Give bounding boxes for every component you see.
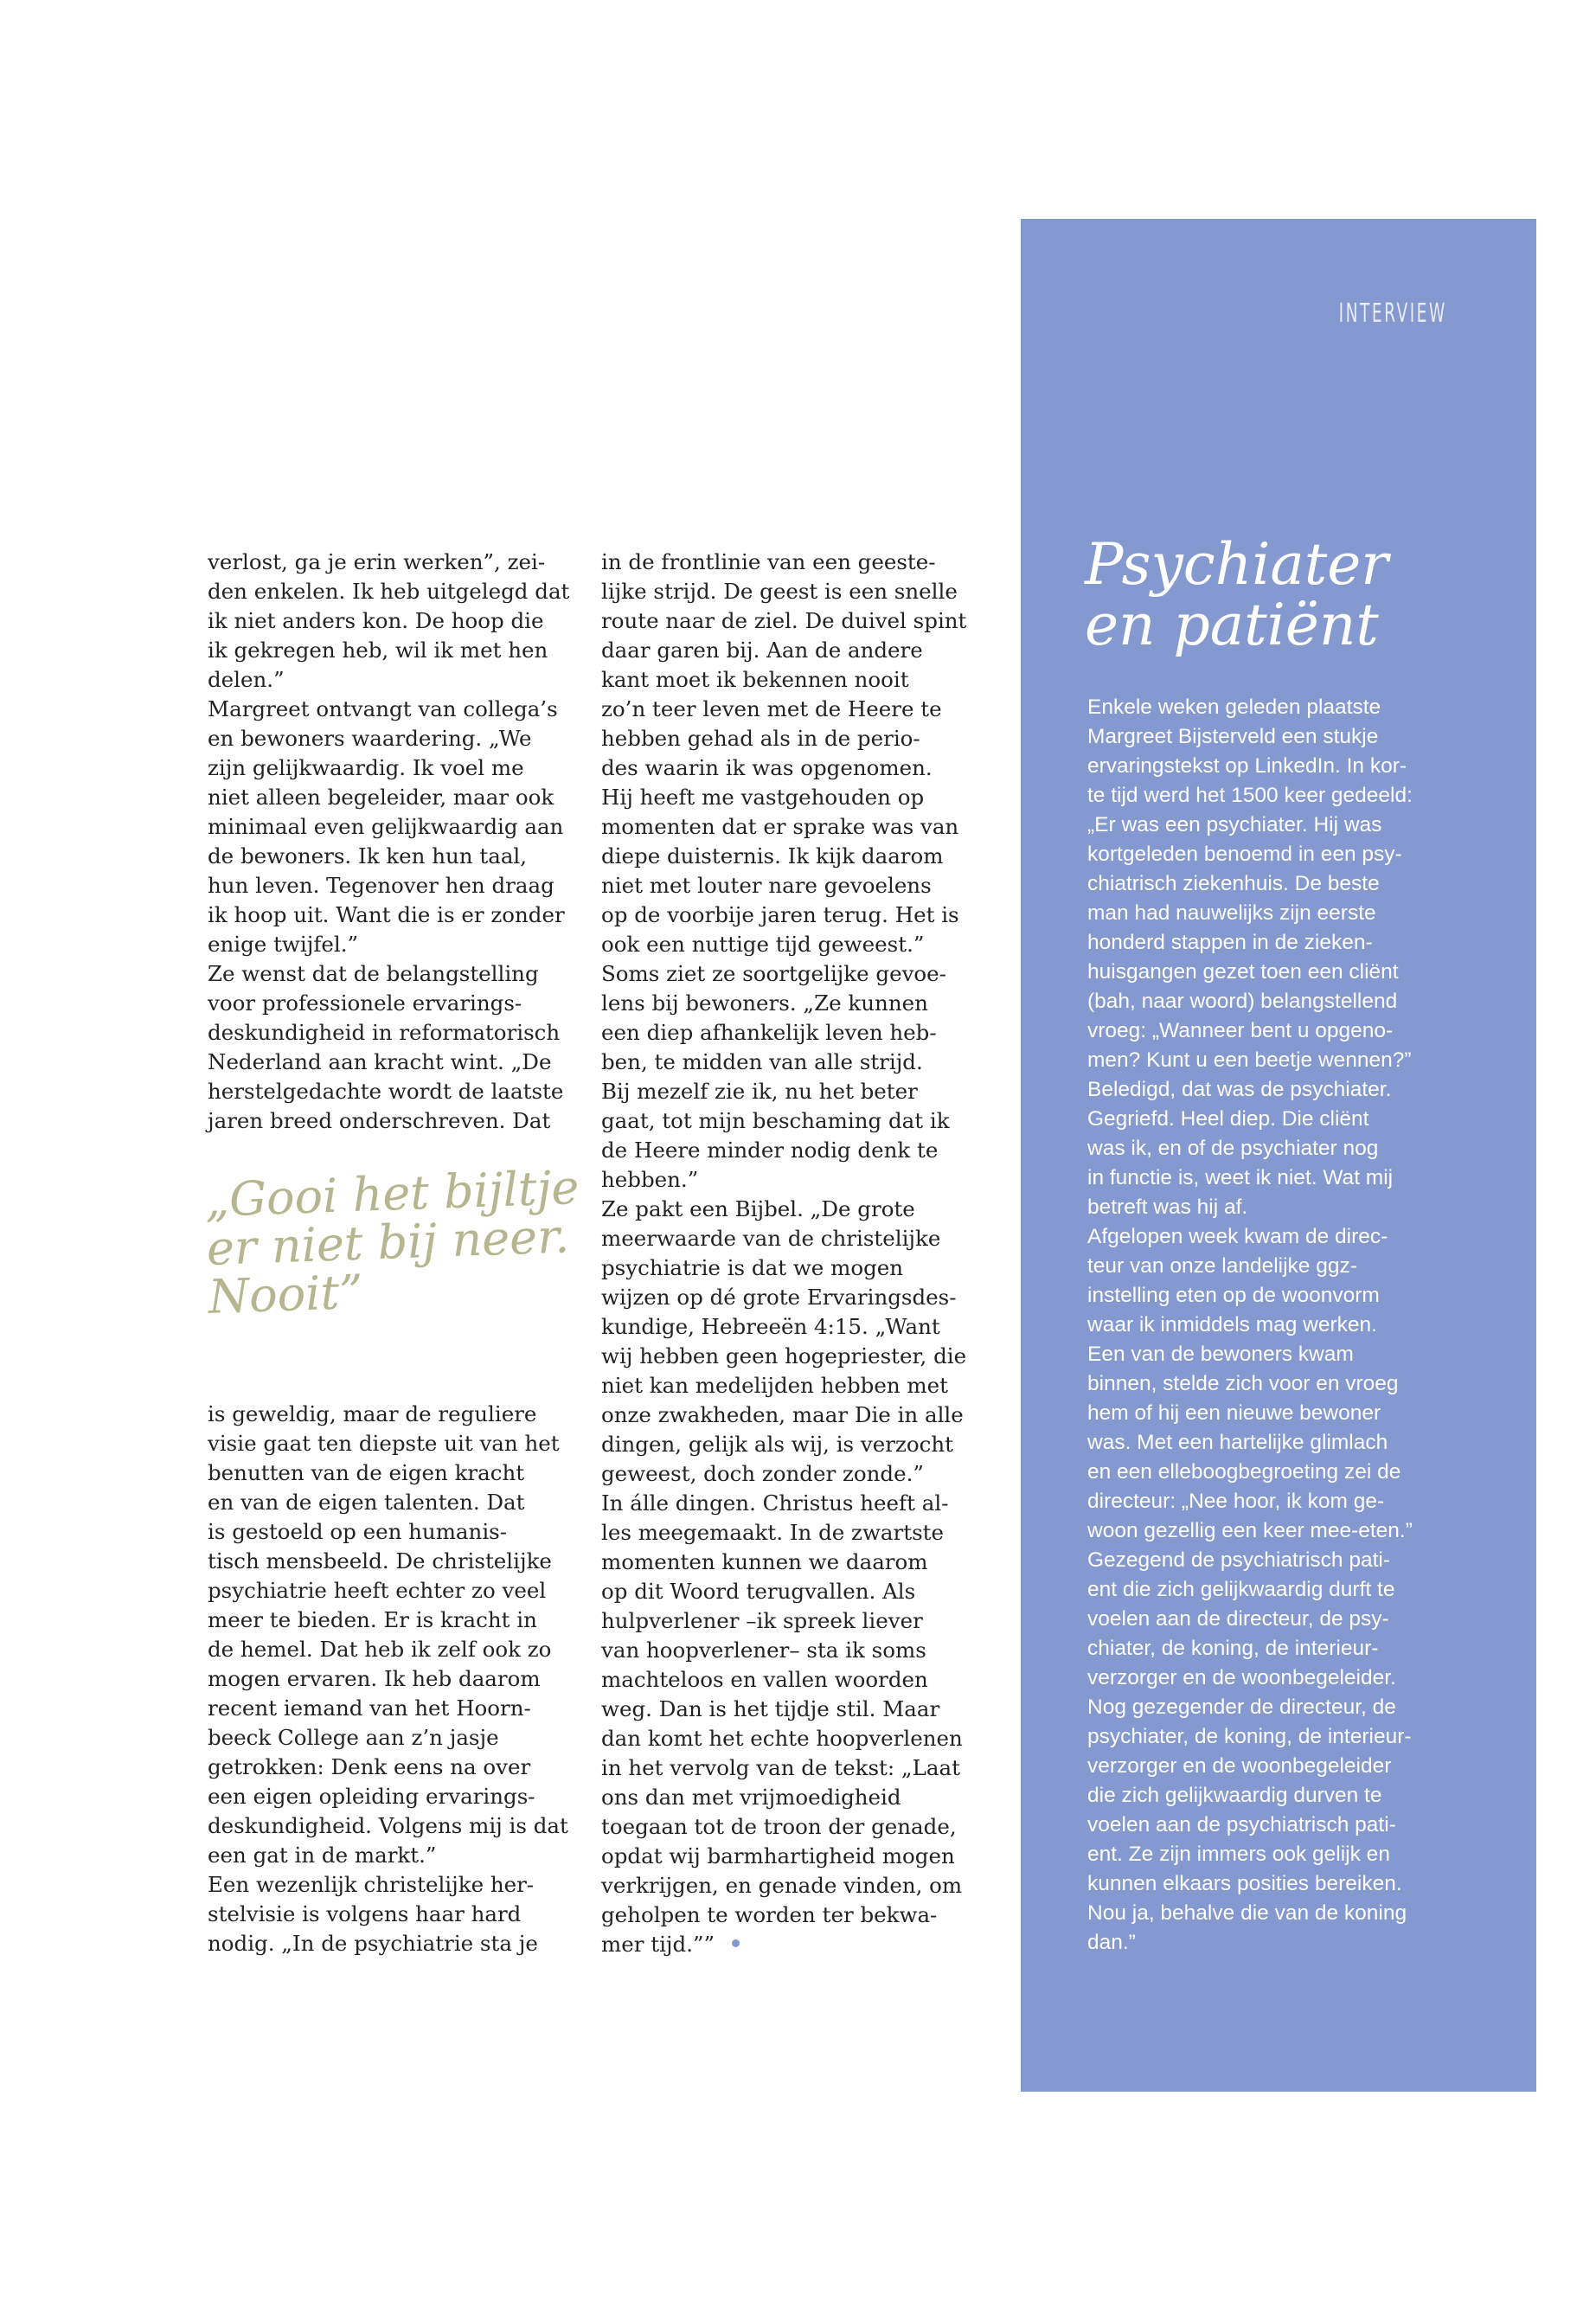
sidebar-title (1085, 531, 1388, 658)
text-line: psychiater, de koning, de interieur- (1087, 1725, 1412, 1748)
text-line: Gezegend de psychiatrisch pati- (1087, 1548, 1390, 1572)
section-label: INTERVIEW (1338, 298, 1447, 329)
text-line: geholpen te worden ter bekwa- (601, 1902, 938, 1927)
text-line: Nou ja, behalve die van de koning (1087, 1901, 1407, 1925)
text-line: toegaan tot de troon der genade, (601, 1814, 957, 1839)
text-line: de Heere minder nodig denk te (601, 1138, 939, 1163)
text-line: betreft was hij af. (1087, 1195, 1248, 1219)
text-line: te tijd werd het 1500 keer gedeeld: (1087, 784, 1413, 807)
text-line: was ik, en of de psychiater nog (1087, 1137, 1379, 1160)
text-line: voelen aan de directeur, de psy- (1087, 1607, 1389, 1631)
text-line: den enkelen. Ik heb uitgelegd dat (208, 579, 570, 604)
text-line: Ze pakt een Bijbel. „De grote (601, 1196, 915, 1221)
text-line: Afgelopen week kwam de direc- (1087, 1225, 1388, 1248)
text-line: diepe duisternis. Ik kijk daarom (601, 843, 944, 868)
text-line: verkrijgen, en genade vinden, om (601, 1873, 963, 1898)
text-line: getrokken: Denk eens na over (208, 1754, 531, 1779)
text-line: Margreet ontvangt van collega’s (208, 696, 558, 721)
text-line: enige twijfel.” (208, 932, 359, 957)
text-line: ik gekregen heb, wil ik met hen (208, 638, 548, 663)
text-line: en bewoners waardering. „We (208, 726, 532, 751)
text-line: hebben.” (601, 1167, 699, 1192)
text-line: voor professionele ervarings- (208, 990, 522, 1016)
text-line: op dit Woord terugvallen. Als (601, 1579, 916, 1604)
text-line: kant moet ik bekennen nooit (601, 667, 909, 692)
text-line: was. Met een hartelijke glimlach (1087, 1431, 1388, 1454)
text-line: Margreet Bijsterveld een stukje (1087, 725, 1379, 748)
text-line: verzorger en de woonbegeleider. (1087, 1666, 1396, 1689)
text-line: In álle dingen. Christus heeft al- (601, 1490, 949, 1516)
text-line: deskundigheid in reformatorisch (208, 1020, 561, 1045)
text-line: op de voorbije jaren terug. Het is (601, 902, 959, 927)
text-line: binnen, stelde zich voor en vroeg (1087, 1372, 1399, 1395)
text-line: beeck College aan z’n jasje (208, 1725, 499, 1750)
text-line: psychiatrie heeft echter zo veel (208, 1578, 547, 1603)
text-line: stelvisie is volgens haar hard (208, 1901, 522, 1926)
text-line: de hemel. Dat heb ik zelf ook zo (208, 1637, 552, 1662)
text-line: een eigen opleiding ervarings- (208, 1784, 535, 1809)
text-line: momenten dat er sprake was van (601, 814, 959, 839)
text-line: er niet bij neer. (205, 1208, 571, 1276)
article-column-2 (601, 548, 966, 1959)
text-line: psychiatrie is dat we mogen (601, 1255, 904, 1280)
text-line: ik niet anders kon. De hoop die (208, 608, 544, 633)
pull-quote (203, 1159, 583, 1324)
text-line: niet met louter nare gevoelens (601, 873, 932, 898)
text-line: Nederland aan kracht wint. „De (208, 1049, 552, 1074)
text-line: dingen, gelijk als wij, is verzocht (601, 1432, 953, 1457)
sidebar-body (1087, 693, 1413, 1958)
text-line: huisgangen gezet toen een cliënt (1087, 960, 1399, 984)
text-line: in de frontlinie van een geeste- (601, 549, 936, 574)
text-line: voelen aan de psychiatrisch pati- (1087, 1813, 1396, 1836)
text-line: recent iemand van het Hoorn- (208, 1695, 531, 1721)
text-line: les meegemaakt. In de zwartste (601, 1520, 944, 1545)
article-column-1-bottom (208, 1400, 568, 1958)
text-line: verlost, ga je erin werken”, zei- (208, 549, 546, 574)
text-line: niet kan medelijden hebben met (601, 1373, 948, 1398)
text-line: chiater, de koning, de interieur- (1087, 1637, 1379, 1660)
text-line: Hij heeft me vastgehouden op (601, 785, 925, 810)
text-line: mer tijd.”” (601, 1930, 966, 1959)
text-line: visie gaat ten diepste uit van het (208, 1431, 560, 1456)
text-line: delen.” (208, 667, 285, 692)
text-line: woon gezellig een keer mee-eten.” (1087, 1519, 1413, 1542)
text-line: Psychiater (1085, 531, 1388, 598)
text-line: ons dan met vrijmoedigheid (601, 1785, 901, 1810)
text-line: route naar de ziel. De duivel spint (601, 608, 967, 633)
article-column-1-top (208, 548, 569, 1136)
text-line: in het vervolg van de tekst: „Laat (601, 1755, 960, 1780)
text-line: dan.” (1087, 1931, 1136, 1954)
text-line: en een elleboogbegroeting zei de (1087, 1460, 1401, 1484)
text-line: is gestoeld op een humanis- (208, 1519, 508, 1544)
text-line: zijn gelijkwaardig. Ik voel me (208, 755, 524, 780)
text-line: ent die zich gelijkwaardig durft te (1087, 1578, 1395, 1601)
text-line: lens bij bewoners. „Ze kunnen (601, 990, 928, 1016)
text-line: (bah, naar woord) belangstellend (1087, 990, 1398, 1013)
text-line: kunnen elkaars posities bereiken. (1087, 1872, 1402, 1895)
text-line: daar garen bij. Aan de andere (601, 638, 923, 663)
text-line: directeur: „Nee hoor, ik kom ge- (1087, 1490, 1385, 1513)
text-line: wij hebben geen hogepriester, die (601, 1343, 967, 1368)
text-line: des waarin ik was opgenomen. (601, 755, 933, 780)
text-line: weg. Dan is het tijdje stil. Maar (601, 1696, 940, 1721)
text-line: hem of hij een nieuwe bewoner (1087, 1401, 1381, 1425)
text-line: machteloos en vallen woorden (601, 1667, 928, 1692)
text-line: „Er was een psychiater. Hij was (1087, 813, 1382, 836)
text-line: ik hoop uit. Want die is er zonder (208, 902, 565, 927)
text-line: geweest, doch zonder zonde.” (601, 1461, 924, 1486)
text-line: opdat wij barmhartigheid mogen (601, 1843, 955, 1868)
text-line: „Gooi het bijltje (203, 1159, 580, 1227)
text-line: waar ik inmiddels mag werken. (1087, 1313, 1377, 1336)
text-line: Enkele weken geleden plaatste (1087, 695, 1381, 719)
text-line: in functie is, weet ik niet. Wat mij (1087, 1166, 1394, 1189)
text-line: en patiënt (1085, 592, 1379, 658)
text-line: dan komt het echte hoopverlenen (601, 1726, 963, 1751)
text-line: Een van de bewoners kwam (1087, 1343, 1354, 1366)
text-line: tisch mensbeeld. De christelijke (208, 1548, 552, 1574)
text-line: van hoopverlener– sta ik soms (601, 1638, 926, 1663)
text-line: chiatrisch ziekenhuis. De beste (1087, 872, 1380, 895)
text-line: man had nauwelijks zijn eerste (1087, 901, 1376, 925)
text-line: instelling eten op de woonvorm (1087, 1284, 1380, 1307)
text-line: vroeg: „Wanneer bent u opgeno- (1087, 1019, 1394, 1042)
text-line: Nooit” (207, 1264, 364, 1324)
text-line: nodig. „In de psychiatrie sta je (208, 1931, 538, 1956)
text-line: onze zwakheden, maar Die in alle (601, 1402, 964, 1427)
text-line: Ze wenst dat de belangstelling (208, 961, 539, 986)
text-line: Een wezenlijk christelijke her- (208, 1872, 535, 1897)
text-line: wijzen op dé grote Ervaringsdes- (601, 1285, 957, 1310)
text-line: en van de eigen talenten. Dat (208, 1490, 525, 1515)
text-line: ent. Ze zijn immers ook gelijk en (1087, 1843, 1390, 1866)
text-line: een diep afhankelijk leven heb- (601, 1020, 937, 1045)
text-line: meerwaarde van de christelijke (601, 1226, 941, 1251)
text-line: hun leven. Tegenover hen draag (208, 873, 554, 898)
text-line: minimaal even gelijkwaardig aan (208, 814, 564, 839)
text-line: men? Kunt u een beetje wennen?” (1087, 1048, 1412, 1072)
text-line: mogen ervaren. Ik heb daarom (208, 1666, 541, 1691)
text-line: Bij mezelf zie ik, nu het beter (601, 1079, 918, 1104)
text-line: benutten van de eigen kracht (208, 1460, 525, 1485)
text-line: niet alleen begeleider, maar ook (208, 785, 554, 810)
text-line: jaren breed onderschreven. Dat (208, 1108, 551, 1133)
text-line: is geweldig, maar de reguliere (208, 1401, 537, 1426)
text-line: kortgeleden benoemd in een psy- (1087, 843, 1402, 866)
text-line: kundige, Hebreeën 4:15. „Want (601, 1314, 940, 1339)
text-line: Soms ziet ze soortgelijke gevoe- (601, 961, 946, 986)
text-line: Nog gezegender de directeur, de (1087, 1695, 1396, 1719)
text-line: teur van onze landelijke ggz- (1087, 1254, 1357, 1278)
text-line: hebben gehad als in de perio- (601, 726, 920, 751)
text-line: momenten kunnen we daarom (601, 1549, 928, 1574)
text-line: de bewoners. Ik ken hun taal, (208, 843, 528, 868)
text-line: herstelgedachte wordt de laatste (208, 1079, 564, 1104)
text-line: hulpverlener –ik spreek liever (601, 1608, 923, 1633)
text-line: verzorger en de woonbegeleider (1087, 1754, 1392, 1778)
text-line: zo’n teer leven met de Heere te (601, 696, 942, 721)
text-line: honderd stappen in de zieken- (1087, 931, 1373, 954)
text-line: Gegriefd. Heel diep. Die cliënt (1087, 1107, 1369, 1131)
text-line: ook een nuttige tijd geweest.” (601, 932, 925, 957)
text-line: meer te bieden. Er is kracht in (208, 1607, 537, 1632)
text-line: lijke strijd. De geest is een snelle (601, 579, 958, 604)
text-line: gaat, tot mijn beschaming dat ik (601, 1108, 950, 1133)
text-line: Beledigd, dat was de psychiater. (1087, 1078, 1392, 1101)
text-line: deskundigheid. Volgens mij is dat (208, 1813, 568, 1838)
text-line: ervaringstekst op LinkedIn. In kor- (1087, 754, 1407, 778)
text-line: een gat in de markt.” (208, 1843, 437, 1868)
text-line: ben, te midden van alle strijd. (601, 1049, 923, 1074)
text-line: die zich gelijkwaardig durven te (1087, 1784, 1382, 1807)
end-of-article-dot (732, 1939, 740, 1947)
